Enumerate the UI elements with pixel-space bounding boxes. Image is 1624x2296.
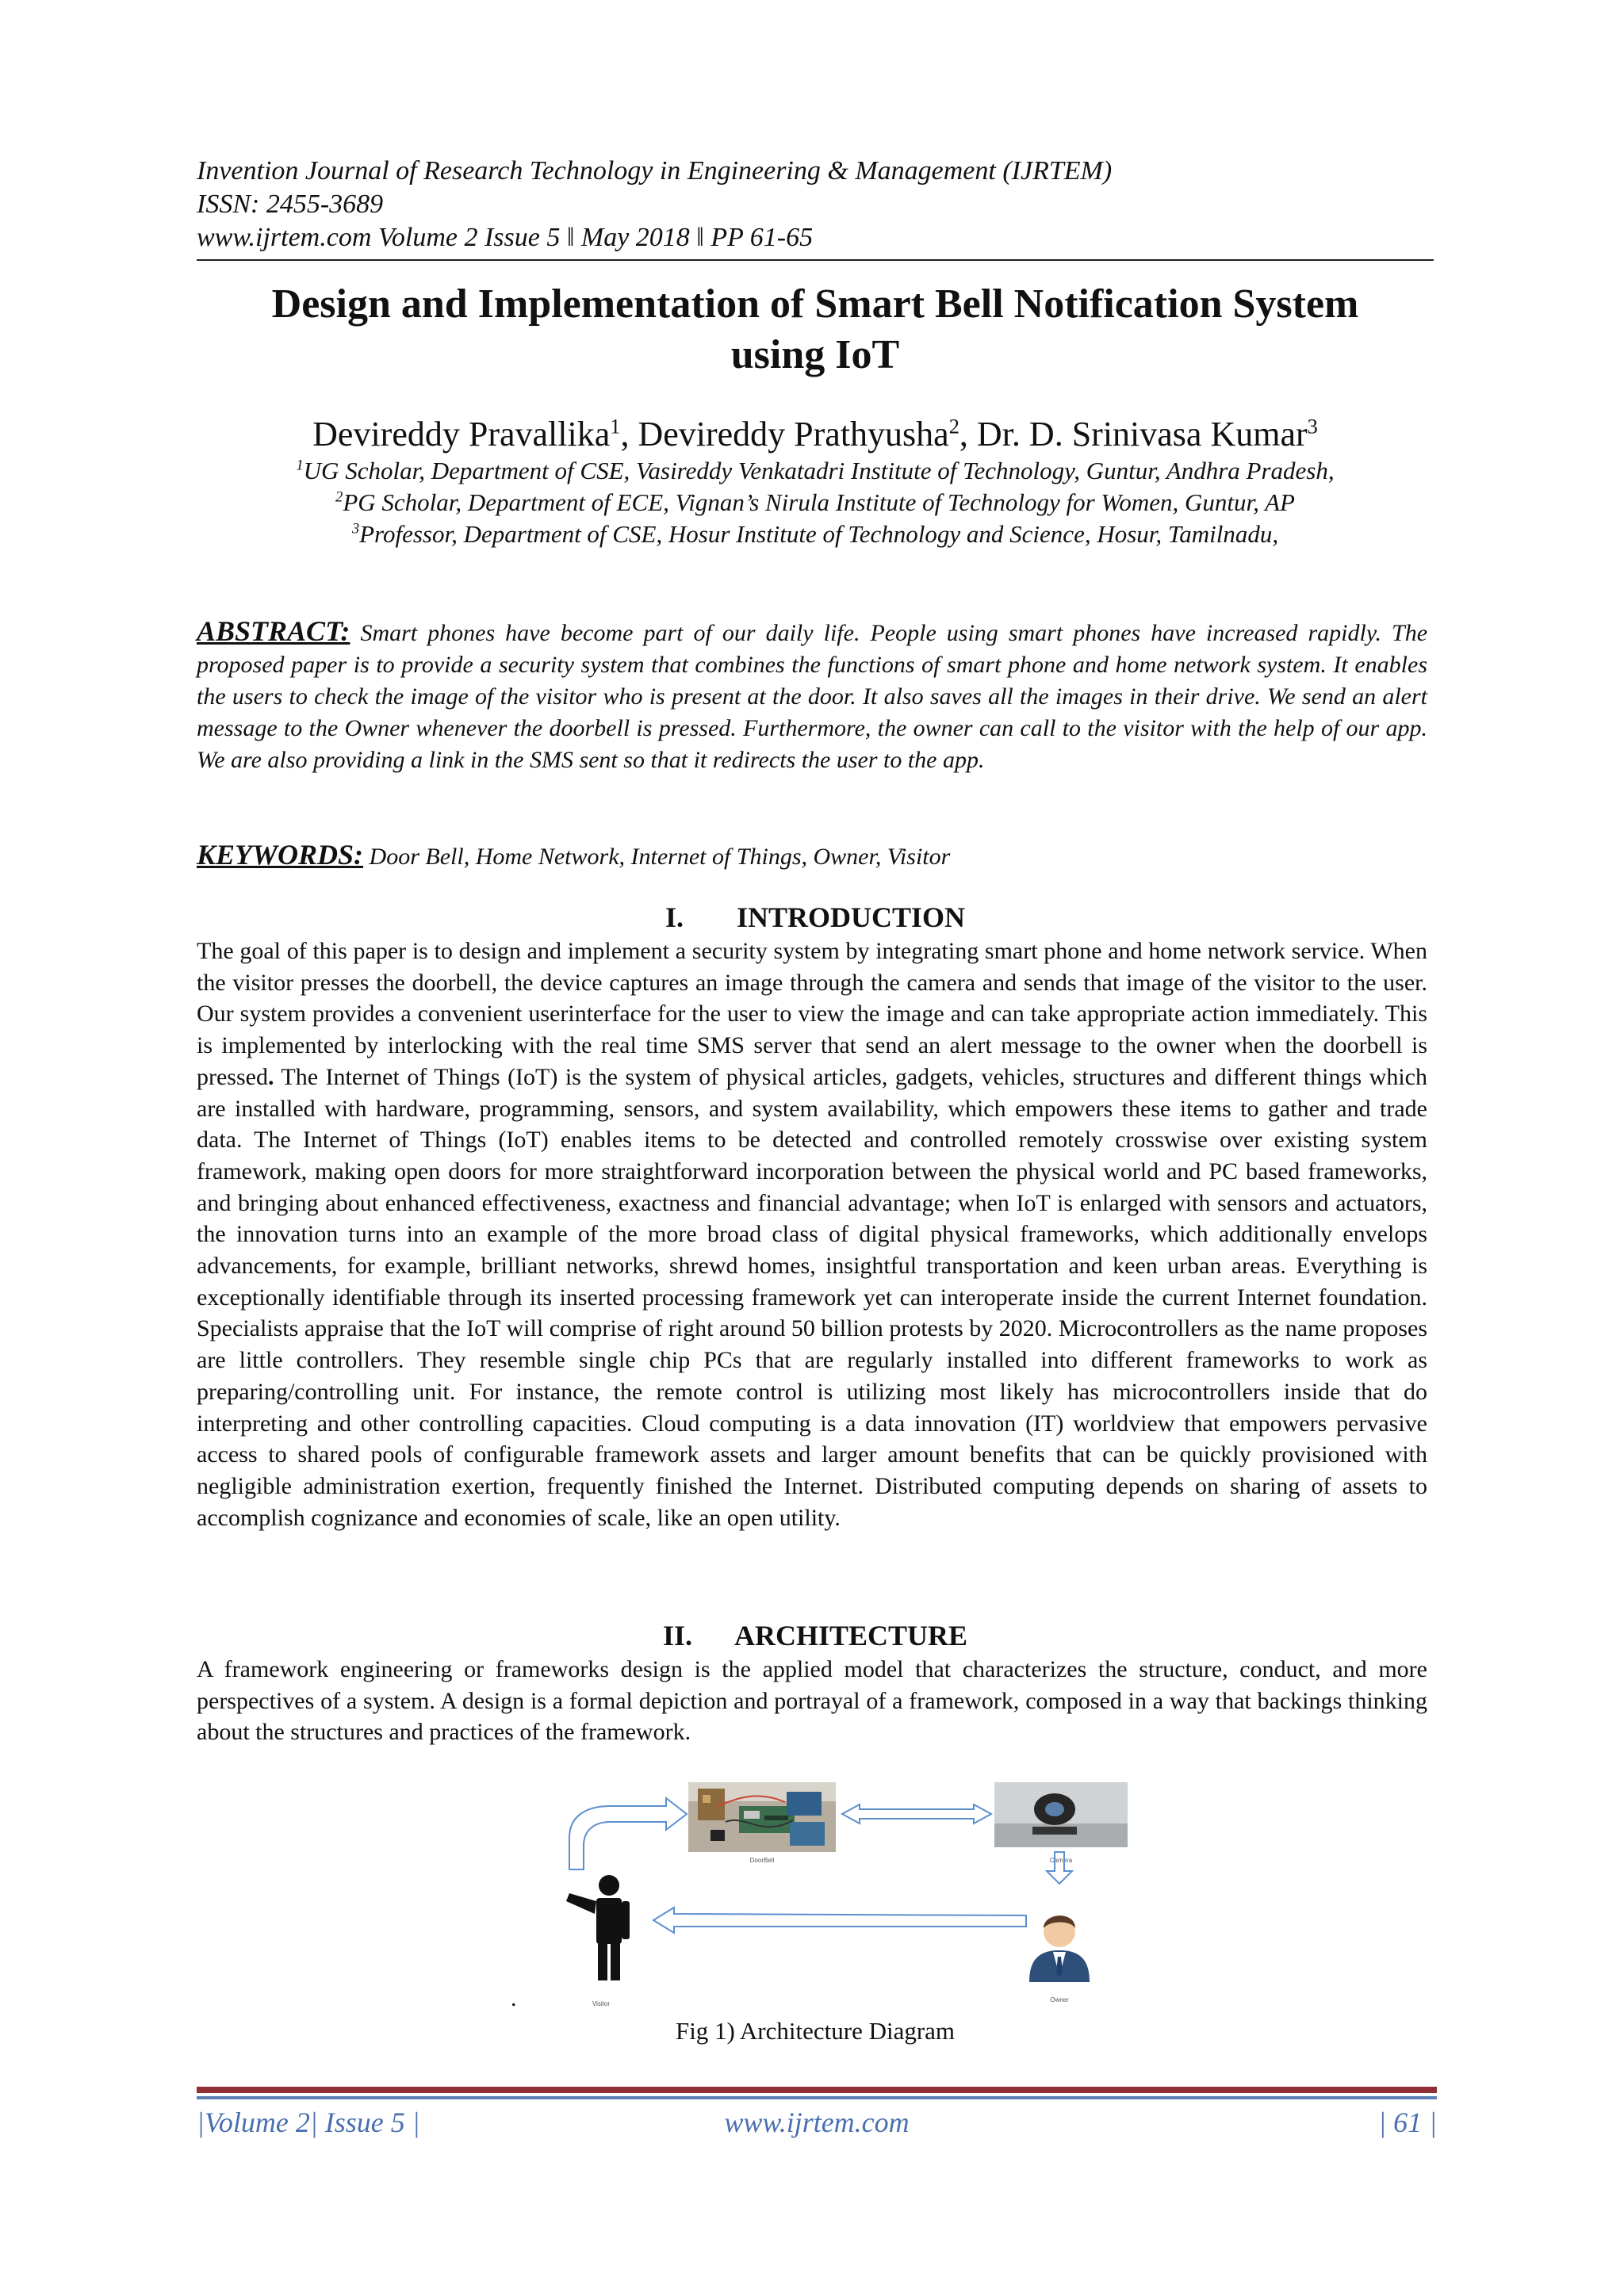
section-heading-introduction	[197, 899, 1434, 936]
footer-volume-issue: |Volume 2| Issue 5 |	[197, 2107, 420, 2138]
title-line-2: using IoT	[730, 332, 900, 377]
header-rule	[197, 259, 1434, 261]
keywords	[197, 837, 1427, 874]
affiliation-1	[197, 455, 1434, 487]
affiliation-3-text: Professor, Department of CSE, Hosur Institute of Technology and Science, Hosur, Tamilnadu,	[359, 520, 1279, 548]
figure-caption: Fig 1) Architecture Diagram	[675, 2017, 956, 2045]
affiliations	[197, 455, 1434, 550]
journal-header	[197, 155, 1434, 254]
keywords-text: Door Bell, Home Network, Internet of Things, Owner, Visitor	[369, 844, 951, 870]
author-2-sup: 2	[948, 414, 959, 438]
architecture-paragraph: A framework engineering or frameworks design is the applied model that characterizes the structure, conduct, and more perspectives of a system. A design is a formal depiction and portrayal of a framework, composed in a way that backings thinking about the structures and practices of the framework.	[197, 1656, 1427, 1746]
page-footer	[197, 2106, 1437, 2145]
title-line-1: Design and Implementation of Smart Bell Notification System	[271, 281, 1359, 327]
author-3-sup: 3	[1307, 414, 1318, 438]
keywords-label: KEYWORDS:	[197, 839, 364, 871]
owner-icon	[1029, 1915, 1090, 2003]
doorbell-label: DoorBell	[749, 1857, 775, 1864]
affiliation-3	[197, 519, 1434, 550]
affiliation-1-sup: 1	[296, 457, 304, 474]
intro-text-b: The Internet of Things (IoT) is the system of physical articles, gadgets, vehicles, structures and different things which are installed with hardware, programming, sensors, and system availability, which empowers these items to gather and trade data. The Internet of Things (IoT) enables items to be detected and controlled remotely crosswise over existing system framework, making open doors for more straightforward incorporation between the physical world and PC based frameworks, and bringing about enhanced effectiveness, exactness and financial advantage; when IoT is enlarged with sensors and actuators, the innovation turns into an example of the more broad class of digital physical frameworks, which additionally envelops advancements, for example, brilliant networks, shrewd homes, insightful transportation and keen urban areas. Everything is exceptionally identifiable through its inserted processing framework yet can interoperate inside the current Internet foundation. Specialists appraise that the IoT will comprise of right around 50 billion protests by 2020. Microcontrollers as the name proposes are little controllers. They resemble single chip PCs that are regularly installed into different frameworks to work as preparing/controlling unit. For instance, the remote control is utilizing most likely has microcontrollers inside that do interpreting and other controlling capacities. Cloud computing is a data innovation (IT) worldview that empowers pervasive access to shared pools of configurable framework assets and larger amount benefits that can be quickly provisioned with negligible administration exertion, frequently finished the Internet. Distributed computing depends on sharing of assets to accomplish cognizance and economies of scale, like an open utility.	[197, 1063, 1427, 1531]
author-3: , Dr. D. Srinivasa Kumar	[959, 415, 1308, 453]
section-heading-architecture	[197, 1617, 1434, 1654]
paper-title	[197, 279, 1434, 381]
camera-label: Camera	[1049, 1857, 1073, 1864]
abstract-label: ABSTRACT:	[197, 615, 350, 647]
doorbell-image	[688, 1782, 836, 1864]
section-number: II.	[662, 1620, 692, 1651]
footer-website: www.ijrtem.com	[724, 2107, 910, 2138]
visitor-icon	[566, 1875, 630, 2007]
author-1-sup: 1	[610, 414, 621, 438]
abstract-text: Smart phones have become part of our daily life. People using smart phones have increased rapidly. The proposed paper is to provide a security system that combines the functions of smart phone and home network system. It enables the users to check the image of the visitor who is present at the door. It also saves all the images in their drive. We send an alert message to the Owner whenever the doorbell is pressed. Furthermore, the owner can call to the visitor with the help of our app. We are also providing a link in the SMS sent so that it redirects the user to the app.	[197, 620, 1428, 773]
journal-issn: ISSN: 2455-3689	[197, 189, 384, 219]
introduction-paragraph	[197, 936, 1427, 1533]
affiliation-2	[197, 487, 1434, 519]
section-number: I.	[665, 901, 684, 933]
visitor-doorbell-arrow	[569, 1798, 687, 1869]
journal-issue-info: www.ijrtem.com Volume 2 Issue 5 ǁ May 2018 ǁ PP 61-65	[197, 223, 814, 252]
affiliation-2-sup: 2	[335, 488, 343, 506]
affiliation-2-text: PG Scholar, Department of ECE, Vignan’s Nirula Institute of Technology for Women, Guntur, AP	[343, 488, 1295, 516]
figure-stray-mark: .	[511, 1985, 517, 2011]
abstract	[197, 615, 1427, 776]
author-1: Devireddy Pravallika	[312, 415, 611, 453]
intro-text-a: The goal of this paper is to design and implement a security system by integrating smart phone and home network service. When the visitor presses the doorbell, the device captures an image through the camera and sends that image of the visitor to the user. Our system provides a convenient userinterface for the user to view the image and can take appropriate action immediately. This is implemented by interlocking with the real time SMS server that send an alert message to the owner when the doorbell is pressed	[197, 938, 1427, 1090]
intro-bold-period: .	[267, 1063, 274, 1090]
author-2: , Devireddy Prathyusha	[620, 415, 949, 453]
visitor-label: Visitor	[592, 2000, 611, 2007]
owner-visitor-arrow	[653, 1908, 1026, 1933]
journal-name: Invention Journal of Research Technology in Engineering & Management (IJRTEM)	[197, 156, 1113, 186]
affiliation-3-sup: 3	[351, 520, 360, 538]
footer-rule-red	[197, 2087, 1437, 2093]
section-title: ARCHITECTURE	[733, 1620, 968, 1651]
architecture-diagram	[555, 1774, 1158, 2028]
section-title: INTRODUCTION	[736, 901, 966, 933]
footer-rule-blue	[197, 2096, 1437, 2099]
author-list	[197, 412, 1434, 457]
doorbell-camera-arrow	[842, 1804, 991, 1823]
footer-page-number: | 61 |	[1378, 2107, 1437, 2138]
owner-label: Owner	[1050, 1996, 1069, 2003]
affiliation-1-text: UG Scholar, Department of CSE, Vasireddy Venkatadri Institute of Technology, Guntur, Andhra Pradesh,	[303, 457, 1335, 484]
